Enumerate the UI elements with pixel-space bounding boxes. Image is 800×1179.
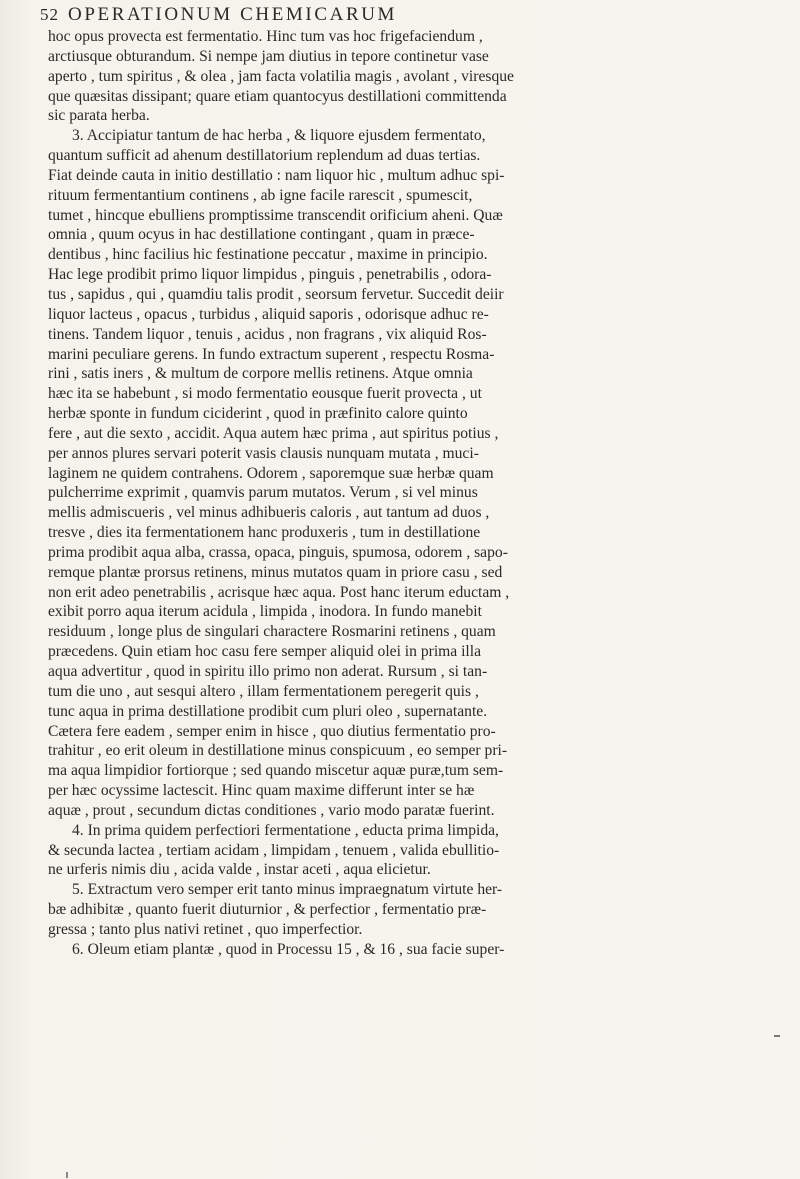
text-line: arctiusque obturandum. Si nempe jam diutius in tepore continetur vase: [48, 47, 489, 65]
text-line: residuum , longe plus de singulari charactere Rosmarini retinens , quam: [48, 623, 496, 641]
text-line: ne urferis nimis diu , acida valde , instar aceti , aqua elicietur.: [48, 861, 431, 879]
text-line: aperto , tum spiritus , & olea , jam facta volatilia magis , avolant , viresque: [48, 67, 514, 85]
text-line: rini , satis iners , & multum de corpore mellis retinens. Atque omnia: [48, 365, 473, 383]
text-line: pulcherrime exprimit , quamvis parum mutatos. Verum , si vel minus: [48, 484, 478, 502]
text-line: dentibus , hinc facilius hic festinatione peccatur , maxime in principio.: [48, 246, 488, 264]
text-line: præcedens. Quin etiam hoc casu fere semper aliquid olei in prima illa: [48, 643, 482, 661]
text-line: remque plantæ prorsus retinens, minus mutatos quam in priore casu , sed: [48, 563, 503, 581]
text-line: & secunda lactea , tertiam acidam , limpidam , tenuem , valida ebullitio-: [48, 841, 500, 859]
text-line: tus , sapidus , qui , quamdiu talis prodit , seorsum fervetur. Succedit deiir: [48, 285, 504, 303]
text-line: 3. Accipiatur tantum de hac herba , & liquore ejusdem fermentato,: [72, 127, 486, 145]
text-line: aqua advertitur , quod in spiritu illo primo non aderat. Rursum , si tan-: [48, 663, 488, 680]
text-line: 6. Oleum etiam plantæ , quod in Processu 15 , & 16 , sua facie super-: [72, 940, 505, 958]
text-line: Hac lege prodibit primo liquor limpidus , pinguis , penetrabilis , odora-: [48, 266, 492, 284]
text-line: prima prodibit aqua alba, crassa, opaca, pinguis, spumosa, odorem , sapo-: [48, 543, 508, 561]
text-line: per hæc ocyssime lactescit. Hinc quam maxime differunt inter se hæ: [48, 782, 475, 800]
margin-mark: [774, 1035, 780, 1037]
text-line: tum die uno , aut sesqui altero , illam fermentationem peregerit quis ,: [48, 682, 479, 700]
text-line: Fiat deinde cauta in initio destillatio : nam liquor hic , multum adhuc spi-: [48, 166, 505, 184]
text-line: liquor lacteus , opacus , turbidus , aliquid saporis , odorisque adhuc re-: [48, 305, 489, 323]
text-line: que quæsitas dissipant; quare etiam quantocyus destillationi committenda: [48, 87, 507, 105]
text-line: omnia , quum ocyus in hac destillatione contingant , quam in præce-: [48, 226, 475, 244]
text-line: mellis admiscueris , vel minus adhibueris caloris , aut tantum ad duos ,: [48, 504, 490, 522]
text-line: hæc ita se habebunt , si modo fermentatio eousque fuerit provecta , ut: [48, 385, 482, 403]
text-line: tumet , hincque ebulliens promptissime transcendit orificium aheni. Quæ: [48, 206, 503, 224]
text-line: aquæ , prout , secundum dictas conditiones , vario modo paratæ fuerint.: [48, 801, 495, 819]
text-line: laginem ne quidem contrahens. Odorem , saporemque suæ herbæ quam: [48, 464, 494, 482]
page-number: 52: [40, 5, 59, 24]
text-line: tinens. Tandem liquor , tenuis , acidus , non fragrans , vix aliquid Ros-: [48, 325, 487, 343]
text-line: marini peculiare gerens. In fundo extractum superent , respectu Rosma-: [48, 345, 495, 363]
text-line: sic parata herba.: [48, 107, 150, 125]
text-line: gressa ; tanto plus nativi retinet , quo imperfectior.: [48, 920, 363, 938]
running-title: OPERATIONUM CHEMICARUM: [68, 4, 398, 25]
text-line: tresve , dies ita fermentationem hanc produxeris , tum in destillatione: [48, 524, 481, 542]
body-text: [48, 27, 775, 960]
text-line: exibit porro aqua iterum acidula , limpida , inodora. In fundo manebit: [48, 603, 482, 621]
text-line: per annos plures servari poterit vasis clausis nunquam mutata , muci-: [48, 444, 479, 462]
text-line: fere , aut die sexto , accidit. Aqua autem hæc prima , aut spiritus potius ,: [48, 424, 499, 442]
text-line: rituum fermentantium continens , ab igne facile rarescit , spumescit,: [48, 186, 473, 204]
text-line: trahitur , eo erit oleum in destillatione minus conspicuum , eo semper pri-: [48, 742, 508, 760]
page-header: [40, 4, 780, 28]
margin-mark: [66, 1172, 68, 1178]
text-line: tunc aqua in prima destillatione prodibit cum pluri oleo , supernatante.: [48, 702, 488, 720]
text-line: hoc opus provecta est fermentatio. Hinc tum vas hoc frigefaciendum ,: [48, 28, 483, 45]
text-line: non erit adeo penetrabilis , acrisque hæc aqua. Post hanc iterum eductam ,: [48, 583, 510, 601]
text-line: 4. In prima quidem perfectiori fermentatione , educta prima limpida,: [72, 821, 499, 839]
text-line: quantum sufficit ad ahenum destillatorium replendum ad duas tertias.: [48, 147, 481, 165]
text-line: herbæ sponte in fundum ciciderint , quod in præfinito calore quinto: [48, 405, 468, 423]
text-line: bæ adhibitæ , quanto fuerit diuturnior , & perfectior , fermentatio præ-: [48, 901, 487, 919]
text-line: 5. Extractum vero semper erit tanto minus impraegnatum virtute her-: [72, 881, 503, 899]
text-line: Cætera fere eadem , semper enim in hisce , quo diutius fermentatio pro-: [48, 722, 496, 740]
text-line: ma aqua limpidior fortiorque ; sed quando miscetur aquæ puræ,tum sem-: [48, 762, 504, 780]
